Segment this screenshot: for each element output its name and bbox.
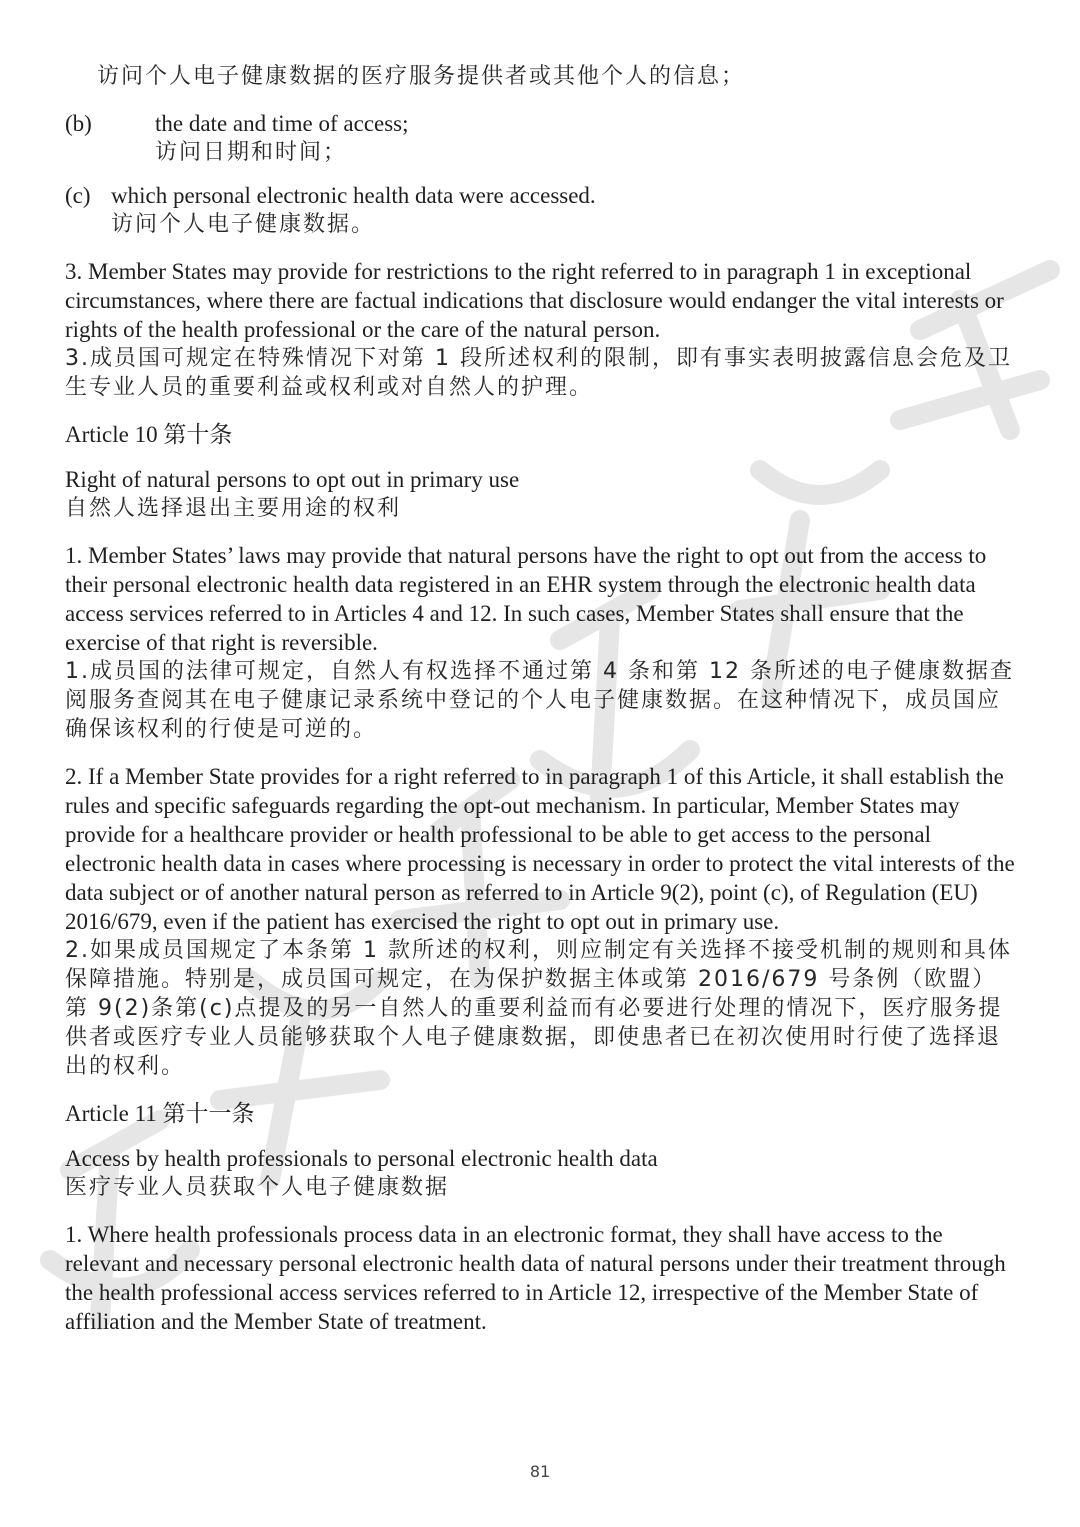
page-content bbox=[65, 62, 1015, 1336]
list-item-c-en: which personal electronic health data were accessed. bbox=[111, 183, 596, 208]
paragraph-3 bbox=[65, 257, 1015, 402]
article-11-title bbox=[65, 1144, 1015, 1202]
page-number: 81 bbox=[529, 1462, 551, 1481]
paragraph-3-en: 3. Member States may provide for restrictions to the right referred to in paragraph 1 in exceptional circumstances, where there are factual indications that disclosure would endanger the vital interests or rights of the health professional or the care of the natural person. bbox=[65, 259, 1004, 342]
article-11-title-zh: 医疗专业人员获取个人电子健康数据 bbox=[65, 1175, 450, 1200]
article-10-paragraph-2 bbox=[65, 762, 1015, 1081]
article-10-paragraph-2-zh: 2.如果成员国规定了本条第 1 款所述的权利，则应制定有关选择不接受机制的规则和具体保障措施。特别是，成员国可规定，在为保护数据主体或第 2016/679 号条例（欧盟）第 9(2)条第(c)点提及的另一自然人的重要利益而有必要进行处理的情况下，医疗服务提供者或医疗专业人员能够获取个人电子健康数据，即使患者已在初次使用时行使了选择退出的权利。 bbox=[65, 938, 1012, 1079]
list-item-b-en: the date and time of access; bbox=[155, 111, 409, 136]
article-10-paragraph-1-en: 1. Member States’ laws may provide that natural persons have the right to opt out from the access to their personal electronic health data registered in an EHR system through the electronic health data access services referred to in Articles 4 and 12. In such cases, Member States shall ensure that the exercise of that right is reversible. bbox=[65, 543, 987, 655]
article-10-paragraph-1 bbox=[65, 541, 1015, 744]
article-10-title-zh: 自然人选择退出主要用途的权利 bbox=[65, 496, 402, 521]
article-10-title bbox=[65, 465, 1015, 523]
list-label-b: (b) bbox=[65, 111, 92, 136]
article-11-paragraph-1-en: 1. Where health professionals process data in an electronic format, they shall have access to the relevant and necessary personal electronic health data of natural persons under their treatment through the health professional access services referred to in Article 12, irrespective of the Member State of affiliation and the Member State of treatment. bbox=[65, 1222, 1006, 1334]
article-10-title-en: Right of natural persons to opt out in primary use bbox=[65, 467, 520, 492]
list-label-c: (c) bbox=[65, 183, 91, 208]
list-item-b-zh: 访问日期和时间； bbox=[155, 140, 348, 165]
list-item-c bbox=[65, 181, 1015, 239]
article-10-paragraph-1-zh: 1.成员国的法律可规定，自然人有权选择不通过第 4 条和第 12 条所述的电子健康数据查 阅服务查阅其在电子健康记录系统中登记的个人电子健康数据。在这种情况下，成员国应确保该权利的行使是可逆的。 bbox=[65, 659, 1014, 742]
list-item-b bbox=[65, 109, 1015, 167]
access-info-zh: 访问个人电子健康数据的医疗服务提供者或其他个人的信息； bbox=[97, 64, 746, 89]
article-10-paragraph-2-en: 2. If a Member State provides for a right referred to in paragraph 1 of this Article, it shall establish the rules and specific safeguards regarding the opt-out mechanism. In particular, Member States may provide for a healthcare provider or health professional to be able to get access to the personal electronic health data in cases where processing is necessary in order to protect the vital interests of the data subject or of another natural person as referred to in Article 9(2), point (c), of Regulation (EU) 2016/679, even if the patient has exercised the right to opt out in primary use. bbox=[65, 764, 1015, 934]
article-10-heading: Article 10 第十条 bbox=[65, 422, 233, 447]
paragraph-3-zh: 3.成员国可规定在特殊情况下对第 1 段所述权利的限制，即有事实表明披露信息会危及卫生专业人员的重要利益或权利或对自然人的护理。 bbox=[65, 346, 1012, 400]
article-11-title-en: Access by health professionals to personal electronic health data bbox=[65, 1146, 658, 1171]
list-item-c-zh: 访问个人电子健康数据。 bbox=[111, 212, 376, 237]
article-11-heading: Article 11 第十一条 bbox=[65, 1101, 255, 1126]
